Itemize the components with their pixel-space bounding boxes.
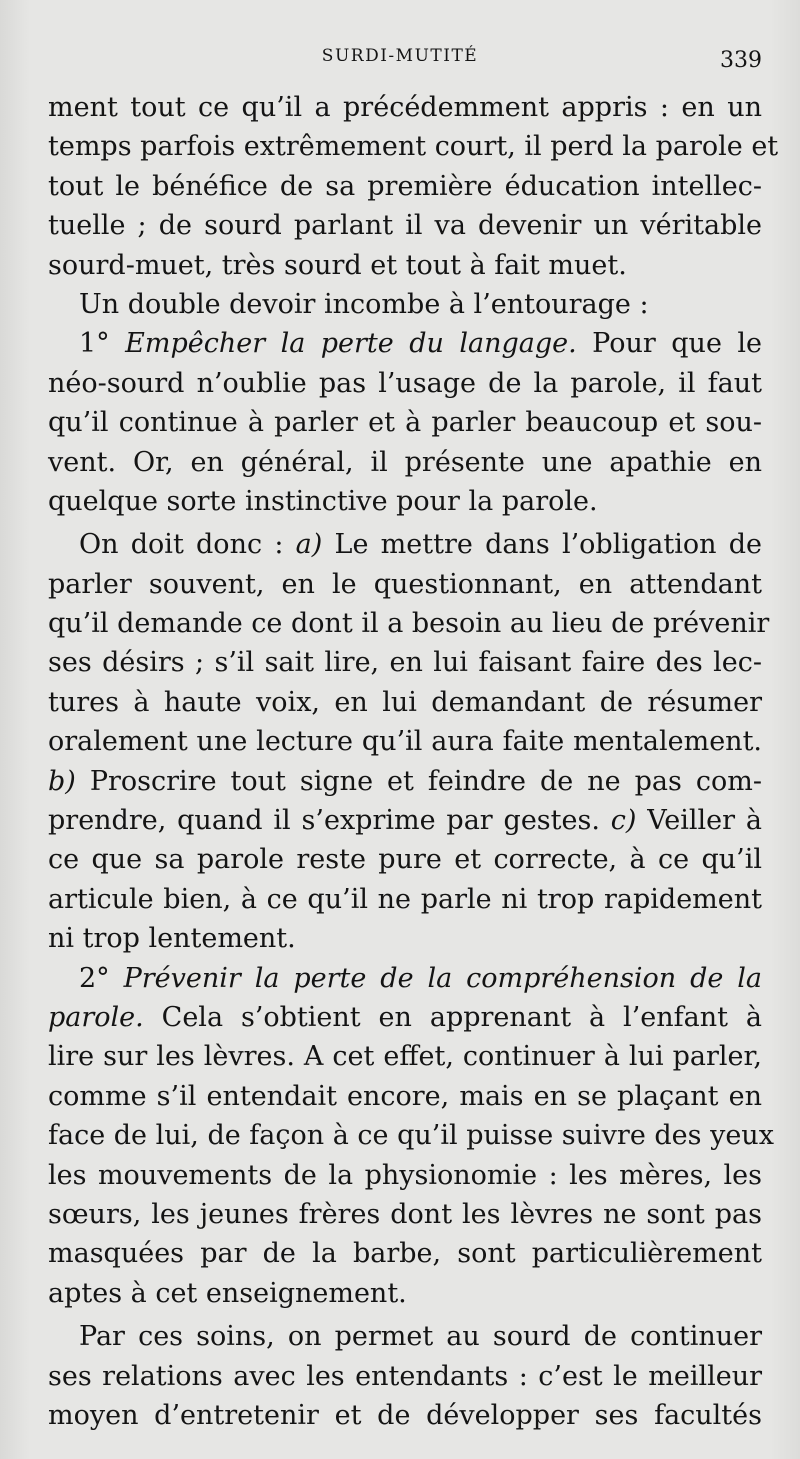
text-line: ni trop lentement. [48,923,296,955]
text-line: aptes à cet enseignement. [48,1277,407,1309]
text-line: comme s’il entendait encore, mais en se plaçant en [48,1080,762,1112]
text-line: sœurs, les jeunes frères dont les lèvres ne sont pas [48,1198,762,1230]
text-line: oralement une lecture qu’il aura faite mentalement. [48,726,762,758]
line-text: prendre, quand il s’exprime par gestes. [48,805,611,837]
line-text: Proscrire tout signe et feindre de ne pas com- [75,765,762,797]
page-number: 339 [720,48,762,73]
text-line: masquées par de la barbe, sont particulièrement [48,1238,762,1270]
text-line: ment tout ce qu’il a précédemment appris : en un [48,92,762,123]
text-line: temps parfois extrêmement court, il perd la parole et [48,131,779,163]
italic-marker: b) [48,765,76,797]
text-line: qu’il demande ce dont il a besoin au lieu de prévenir [48,608,770,640]
body-text [48,88,779,1435]
text-line: Par ces soins, on permet au sourd de continuer [79,1321,762,1353]
line-text: Veiller à [636,805,762,837]
text-line: tures à haute voix, en lui demandant de résumer [48,686,762,718]
text-line: ses désirs ; s’il sait lire, en lui faisant faire des lec- [48,647,762,679]
text-line: lire sur les lèvres. A cet effet, continuer à lui parler, [48,1041,762,1073]
line-text: Cela s’obtient en apprenant à l’enfant à [143,1001,762,1033]
text-line: ce que sa parole reste pure et correcte, à ce qu’il [48,844,762,876]
text-line: Un double devoir incombe à l’entourage : [79,288,649,320]
line-text: 1° [79,328,126,360]
text-line: néo-sourd n’oublie pas l’usage de la parole, il faut [48,367,762,399]
text-line: parler souvent, en le questionnant, en attendant [48,568,762,600]
italic-heading: Empêcher la perte du langage. [125,328,577,360]
italic-heading: parole. [48,1001,144,1033]
text-line: moyen d’entretenir et de développer ses facultés [48,1399,762,1431]
text-line: qu’il continue à parler et à parler beaucoup et sou- [48,407,762,439]
text-line: articule bien, à ce qu’il ne parle ni trop rapidement [48,883,762,915]
italic-heading: Prévenir la perte de la compréhension de la [123,962,763,994]
text-line [48,762,762,801]
line-text: Le mettre dans l’obligation de [322,529,762,561]
text-line [48,801,762,840]
text-line [48,324,762,363]
italic-marker: c) [610,805,637,837]
text-line: sourd-muet, très sourd et tout à fait muet. [48,249,627,281]
text-line: tout le bénéfice de sa première éducation intellec- [48,170,762,202]
running-title: SURDI-MUTITÉ [321,46,479,66]
text-line: tuelle ; de sourd parlant il va devenir un véritable [48,210,762,242]
line-text: On doit donc : [79,529,296,561]
text-line [48,525,762,564]
line-text: 2° [79,962,124,994]
page-header [0,40,800,80]
text-line: face de lui, de façon à ce qu’il puisse suivre des yeux [48,1120,774,1152]
text-line: quelque sorte instinctive pour la parole. [48,485,598,517]
text-line: ses relations avec les entendants : c’est le meilleur [48,1360,762,1392]
text-line [48,998,762,1037]
text-line: vent. Or, en général, il présente une apathie en [48,446,762,478]
text-line: les mouvements de la physionomie : les mères, les [48,1159,762,1191]
italic-marker: a) [295,529,323,561]
line-text: Pour que le [576,328,762,360]
text-line [48,959,762,998]
